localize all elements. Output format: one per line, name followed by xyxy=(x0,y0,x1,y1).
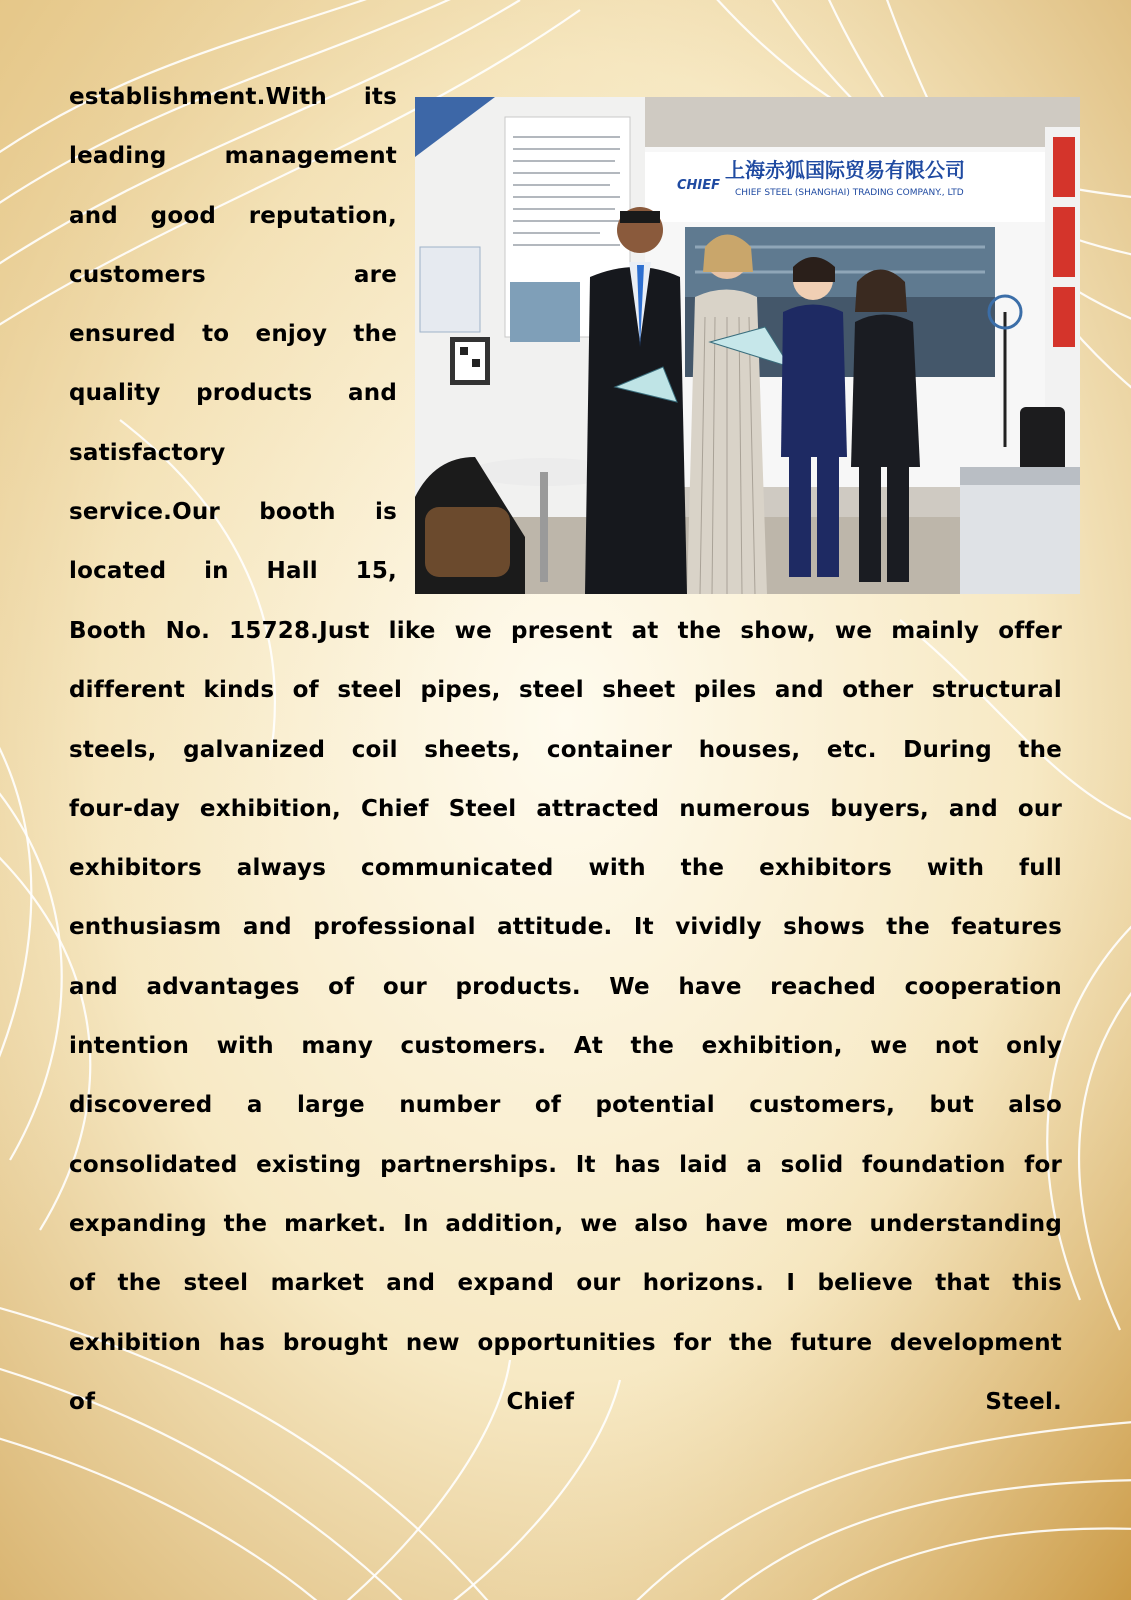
text-line: steels, galvanized coil sheets, container houses, etc. During the xyxy=(69,736,1062,763)
booth-logo-text: CHIEF xyxy=(677,178,721,193)
text-line: leading management xyxy=(69,143,397,170)
text-line: service.Our booth is xyxy=(69,499,397,526)
text-line: and advantages of our products. We have reached cooperation xyxy=(69,973,1062,1000)
text-line: four-day exhibition, Chief Steel attracted numerous buyers, and our xyxy=(69,795,1062,822)
text-line: of Chief Steel. xyxy=(69,1388,1062,1415)
text-line: exhibitors always communicated with the exhibitors with full xyxy=(69,855,1062,882)
text-line: satisfactory xyxy=(69,439,226,466)
text-line: enthusiasm and professional attitude. It vividly shows the features xyxy=(69,914,1062,941)
text-line: different kinds of steel pipes, steel sheet piles and other structural xyxy=(69,677,1062,704)
text-line: establishment.With its xyxy=(69,84,397,110)
full-width-text xyxy=(69,602,1062,1432)
left-column-text xyxy=(69,68,397,602)
booth-photo xyxy=(415,97,1080,594)
text-line: Booth No. 15728.Just like we present at the show, we mainly offer xyxy=(69,618,1062,644)
text-line: located in Hall 15, xyxy=(69,558,397,585)
booth-sign-chinese: 上海赤狐国际贸易有限公司 xyxy=(725,158,965,182)
text-line: and good reputation, xyxy=(69,202,397,229)
text-line: consolidated existing partnerships. It has laid a solid foundation for xyxy=(69,1151,1062,1178)
text-line: customers are xyxy=(69,261,397,288)
text-line: ensured to enjoy the xyxy=(69,321,397,348)
text-line: discovered a large number of potential customers, but also xyxy=(69,1092,1062,1119)
booth-scene-illustration xyxy=(415,97,1080,594)
text-line: of the steel market and expand our horizons. I believe that this xyxy=(69,1270,1062,1297)
text-line: expanding the market. In addition, we also have more understanding xyxy=(69,1210,1062,1237)
booth-sign-english: CHIEF STEEL (SHANGHAI) TRADING COMPANY., LTD xyxy=(735,188,964,198)
text-line: quality products and xyxy=(69,380,397,407)
text-line: exhibition has brought new opportunities for the future development xyxy=(69,1329,1062,1356)
text-line: intention with many customers. At the exhibition, we not only xyxy=(69,1033,1062,1060)
